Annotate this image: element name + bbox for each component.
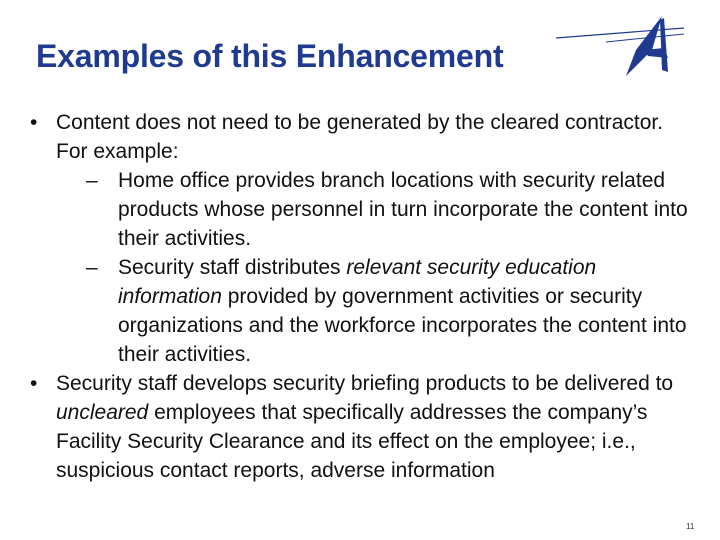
- bullet-marker: •: [30, 372, 38, 395]
- bullet-text: Home office provides branch locations with security related products whose personnel in turn incorporate the content into their activities.: [118, 169, 688, 250]
- bullet-text-italic: relevant security education information: [118, 256, 597, 308]
- list-item: [30, 108, 690, 166]
- dash-marker: –: [86, 256, 98, 279]
- slide-body: [30, 108, 690, 485]
- bullet-marker: •: [30, 111, 38, 134]
- bullet-text-before: Security staff develops security briefing products to be delivered to: [56, 372, 674, 395]
- bullet-text-before: Security staff distributes: [118, 256, 347, 279]
- bullet-text-after: provided by government activities or security organizations and the workforce incorporates the content into their activities.: [118, 285, 687, 366]
- bullet-text-after: employees that specifically addresses the company’s Facility Security Clearance and its effect on the employee; i.e., suspicious contact reports, adverse information: [56, 401, 648, 482]
- dash-marker: –: [86, 169, 98, 192]
- slide-title: Examples of this Enhancement: [36, 38, 504, 74]
- star-logo-icon: [556, 14, 686, 78]
- list-item: [30, 253, 690, 369]
- bullet-text: Content does not need to be generated by the cleared contractor. For example:: [56, 111, 664, 163]
- page-number: 11: [686, 522, 695, 531]
- list-item: [30, 166, 690, 253]
- list-item: [30, 369, 690, 485]
- bullet-text-italic: uncleared: [56, 401, 149, 424]
